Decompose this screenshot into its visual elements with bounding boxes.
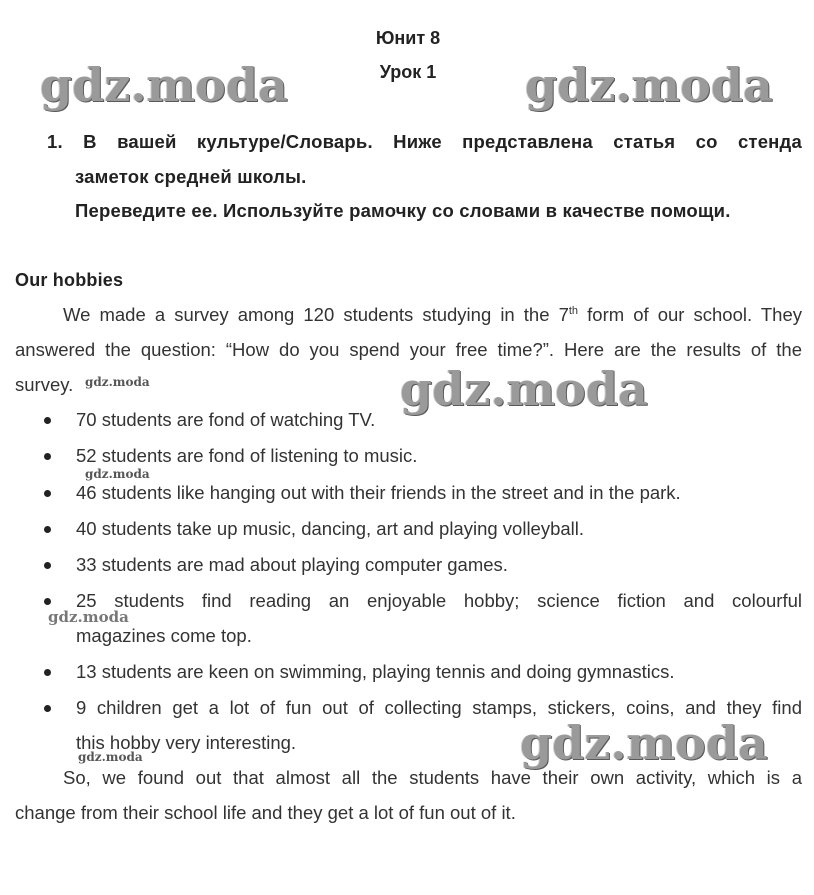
watermark-logo: gdz.moda <box>525 58 773 112</box>
list-item: 46 students like hanging out with their friends in the street and in the park. <box>76 482 681 503</box>
watermark-logo: gdz.moda <box>520 716 768 770</box>
list-item: 33 students are mad about playing computer games. <box>76 554 508 575</box>
intro-line-2: answered the question: “How do you spend your free time?”. Here are the results of the <box>15 339 802 360</box>
bullet-icon <box>44 598 51 605</box>
bullet-icon <box>44 562 51 569</box>
bullet-icon <box>44 490 51 497</box>
list-item: 40 students take up music, dancing, art and playing volleyball. <box>76 518 585 539</box>
conclusion-line-1: So, we found out that almost all the students have their own activity, which is a <box>63 767 802 788</box>
lesson-heading: Урок 1 <box>379 62 437 82</box>
list-item-line-1: 9 children get a lot of fun out of collecting stamps, stickers, coins, and they find <box>76 697 802 718</box>
list-item-line-2: magazines come top. <box>76 625 252 646</box>
watermark-small: gdz.moda <box>85 375 150 389</box>
bullet-icon <box>44 417 51 424</box>
article-title: Our hobbies <box>15 270 124 290</box>
bullet-icon <box>44 705 51 712</box>
task-line-1: 1. В вашей культуре/Словарь. Ниже представлена статья со стенда <box>47 131 802 152</box>
unit-heading: Юнит 8 <box>375 28 441 48</box>
list-item: 13 students are keen on swimming, playing tennis and doing gymnastics. <box>76 661 675 682</box>
watermark-small: gdz.moda <box>85 467 150 481</box>
watermark-small: gdz.moda <box>48 608 129 626</box>
watermark-small: gdz.moda <box>78 750 143 764</box>
task-line-2: заметок средней школы. <box>75 166 307 187</box>
list-item: 52 students are fond of listening to music. <box>76 445 418 466</box>
conclusion-line-2: change from their school life and they get a lot of fun out of it. <box>15 802 516 823</box>
list-item: 70 students are fond of watching TV. <box>76 409 376 430</box>
list-item-line-1: 25 students find reading an enjoyable hobby; science fiction and colourful <box>76 590 802 611</box>
list-item-line-2: this hobby very interesting. <box>76 732 297 753</box>
bullet-icon <box>44 526 51 533</box>
bullet-icon <box>44 453 51 460</box>
intro-line-1: We made a survey among 120 students studying in the 7th form of our school. They <box>63 304 803 325</box>
bullet-icon <box>44 669 51 676</box>
task-line-3: Переведите ее. Используйте рамочку со словами в качестве помощи. <box>75 200 731 221</box>
watermark-logo: gdz.moda <box>40 58 288 112</box>
intro-line-3: survey. <box>15 374 74 395</box>
watermark-logo: gdz.moda <box>400 362 648 416</box>
